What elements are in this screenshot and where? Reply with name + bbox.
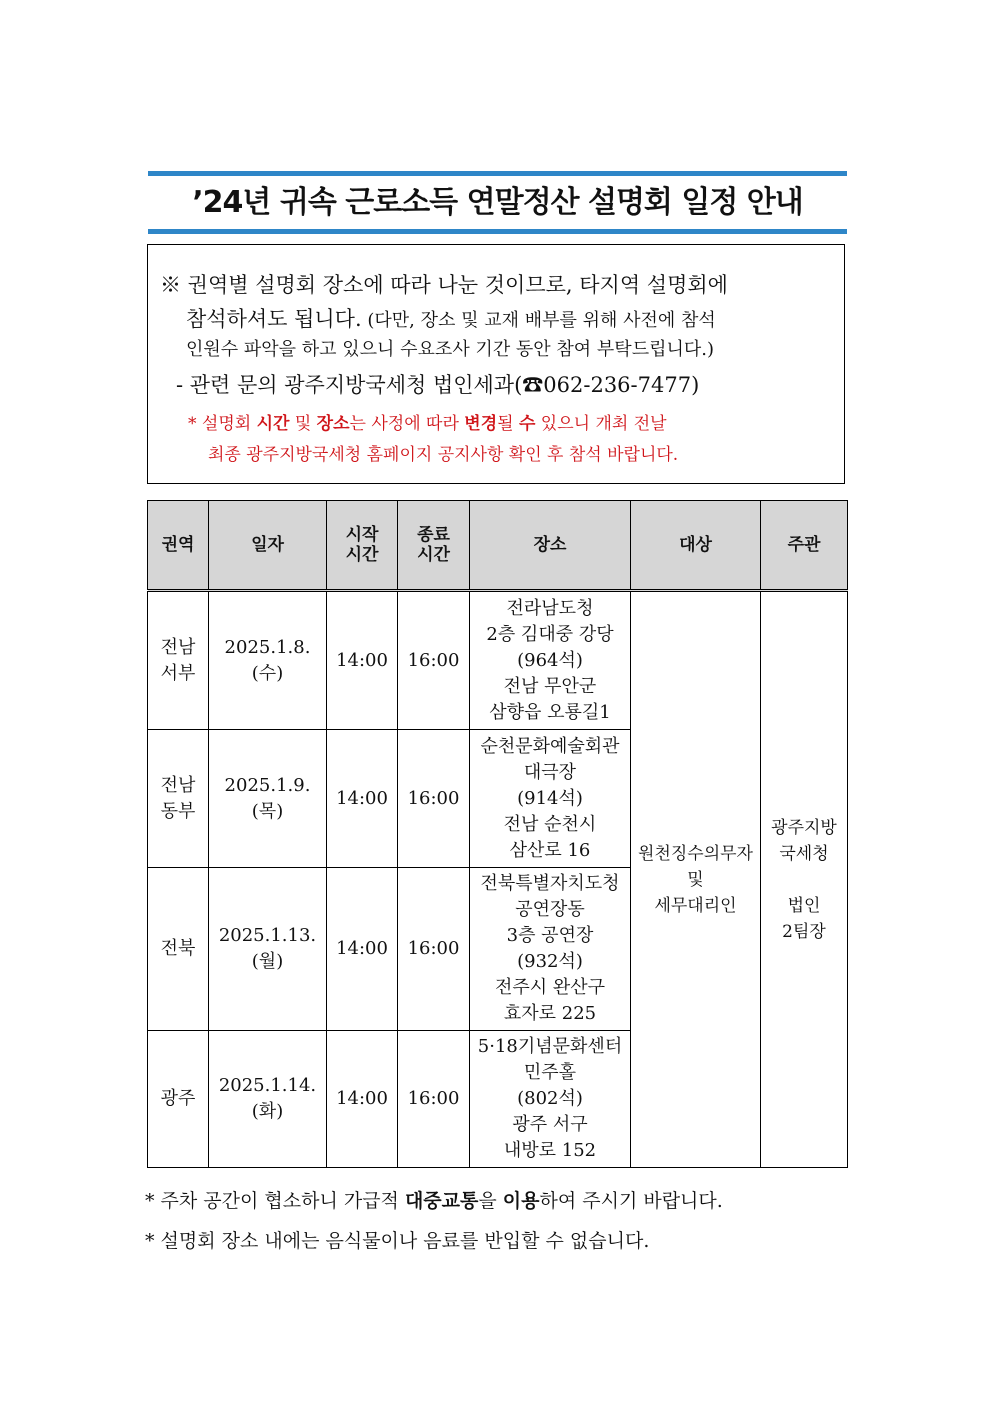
page-title: ’24년 귀속 근로소득 연말정산 설명회 일정 안내: [192, 185, 803, 220]
cell-date: 2025.1.9. (목): [209, 730, 327, 868]
notice-line-2-small: (다만, 장소 및 교재 배부를 위해 사전에 참석: [361, 310, 716, 331]
cell-date: 2025.1.13. (월): [209, 868, 327, 1031]
schedule-table: [147, 500, 848, 1168]
warn-bold-change: 변경: [464, 414, 498, 434]
cell-venue: 5·18기념문화센터 민주홀 (802석) 광주 서구 내방로 152: [470, 1031, 631, 1168]
notice-contact: - 관련 문의 광주지방국세청 법인세과(☎062-236-7477): [176, 373, 700, 397]
cell-region: 전남 동부: [148, 730, 209, 868]
footnote-text: 을: [478, 1190, 503, 1212]
cell-region: 광주: [148, 1031, 209, 1168]
cell-venue: 전라남도청 2층 김대중 강당 (964석) 전남 무안군 삼향읍 오룡길1: [470, 591, 631, 730]
cell-region: 전남 서부: [148, 591, 209, 730]
warn-bold-can: 수: [518, 414, 536, 434]
warn-bold-time: 시간: [256, 414, 290, 434]
cell-start: 14:00: [327, 730, 398, 868]
cell-date: 2025.1.14. (화): [209, 1031, 327, 1168]
cell-end: 16:00: [398, 868, 470, 1031]
warn-text: 는 사정에 따라: [349, 414, 465, 434]
notice-line-3: 인원수 파악을 하고 있으니 수요조사 기간 동안 참여 부탁드립니다.): [186, 339, 714, 360]
notice-box: [147, 244, 845, 484]
notice-line-2-main: 참석하셔도 됩니다.: [186, 307, 362, 331]
table-header-row: [148, 501, 848, 591]
cell-target: 원천징수의무자 및 세무대리인: [631, 591, 761, 1168]
header-date: 일자: [209, 501, 327, 591]
cell-start: 14:00: [327, 1031, 398, 1168]
footnote-text: 하여 주시기 바랍니다.: [539, 1190, 723, 1212]
warn-text: 될: [497, 414, 519, 434]
title-top-rule: [148, 171, 847, 176]
notice-line-2: [186, 303, 716, 333]
footnote-bold-transit: 대중교통: [404, 1190, 479, 1212]
cell-start: 14:00: [327, 591, 398, 730]
cell-date: 2025.1.8. (수): [209, 591, 327, 730]
cell-end: 16:00: [398, 730, 470, 868]
header-end: 종료 시간: [398, 501, 470, 591]
cell-region: 전북: [148, 868, 209, 1031]
cell-end: 16:00: [398, 591, 470, 730]
cell-end: 16:00: [398, 1031, 470, 1168]
header-host: 주관: [761, 501, 848, 591]
cell-venue: 전북특별자치도청 공연장동 3층 공연장 (932석) 전주시 완산구 효자로 225: [470, 868, 631, 1031]
notice-line-1: ※ 권역별 설명회 장소에 따라 나눈 것이므로, 타지역 설명회에: [160, 273, 728, 297]
cell-start: 14:00: [327, 868, 398, 1031]
notice-warning-1: [188, 409, 667, 434]
header-region: 권역: [148, 501, 209, 591]
title-bottom-rule: [148, 229, 847, 234]
header-start: 시작 시간: [327, 501, 398, 591]
header-venue: 장소: [470, 501, 631, 591]
warn-bold-venue: 장소: [316, 414, 350, 434]
footnote-food: * 설명회 장소 내에는 음식물이나 음료를 반입할 수 없습니다.: [145, 1230, 650, 1252]
cell-host: 광주지방 국세청 법인 2팀장: [761, 591, 848, 1168]
footnote-bold-use: 이용: [502, 1190, 540, 1212]
warn-text: * 설명회: [188, 414, 257, 434]
warn-text: 있으니 개최 전날: [535, 414, 667, 434]
warn-text: 및: [289, 414, 317, 434]
cell-venue: 순천문화예술회관 대극장 (914석) 전남 순천시 삼산로 16: [470, 730, 631, 868]
header-target: 대상: [631, 501, 761, 591]
footnote-text: * 주차 공간이 협소하니 가급적: [145, 1190, 405, 1212]
footnote-parking: [145, 1186, 723, 1213]
notice-warning-2: 최종 광주지방국세청 홈페이지 공지사항 확인 후 참석 바랍니다.: [208, 445, 679, 465]
table-row: [148, 591, 848, 730]
